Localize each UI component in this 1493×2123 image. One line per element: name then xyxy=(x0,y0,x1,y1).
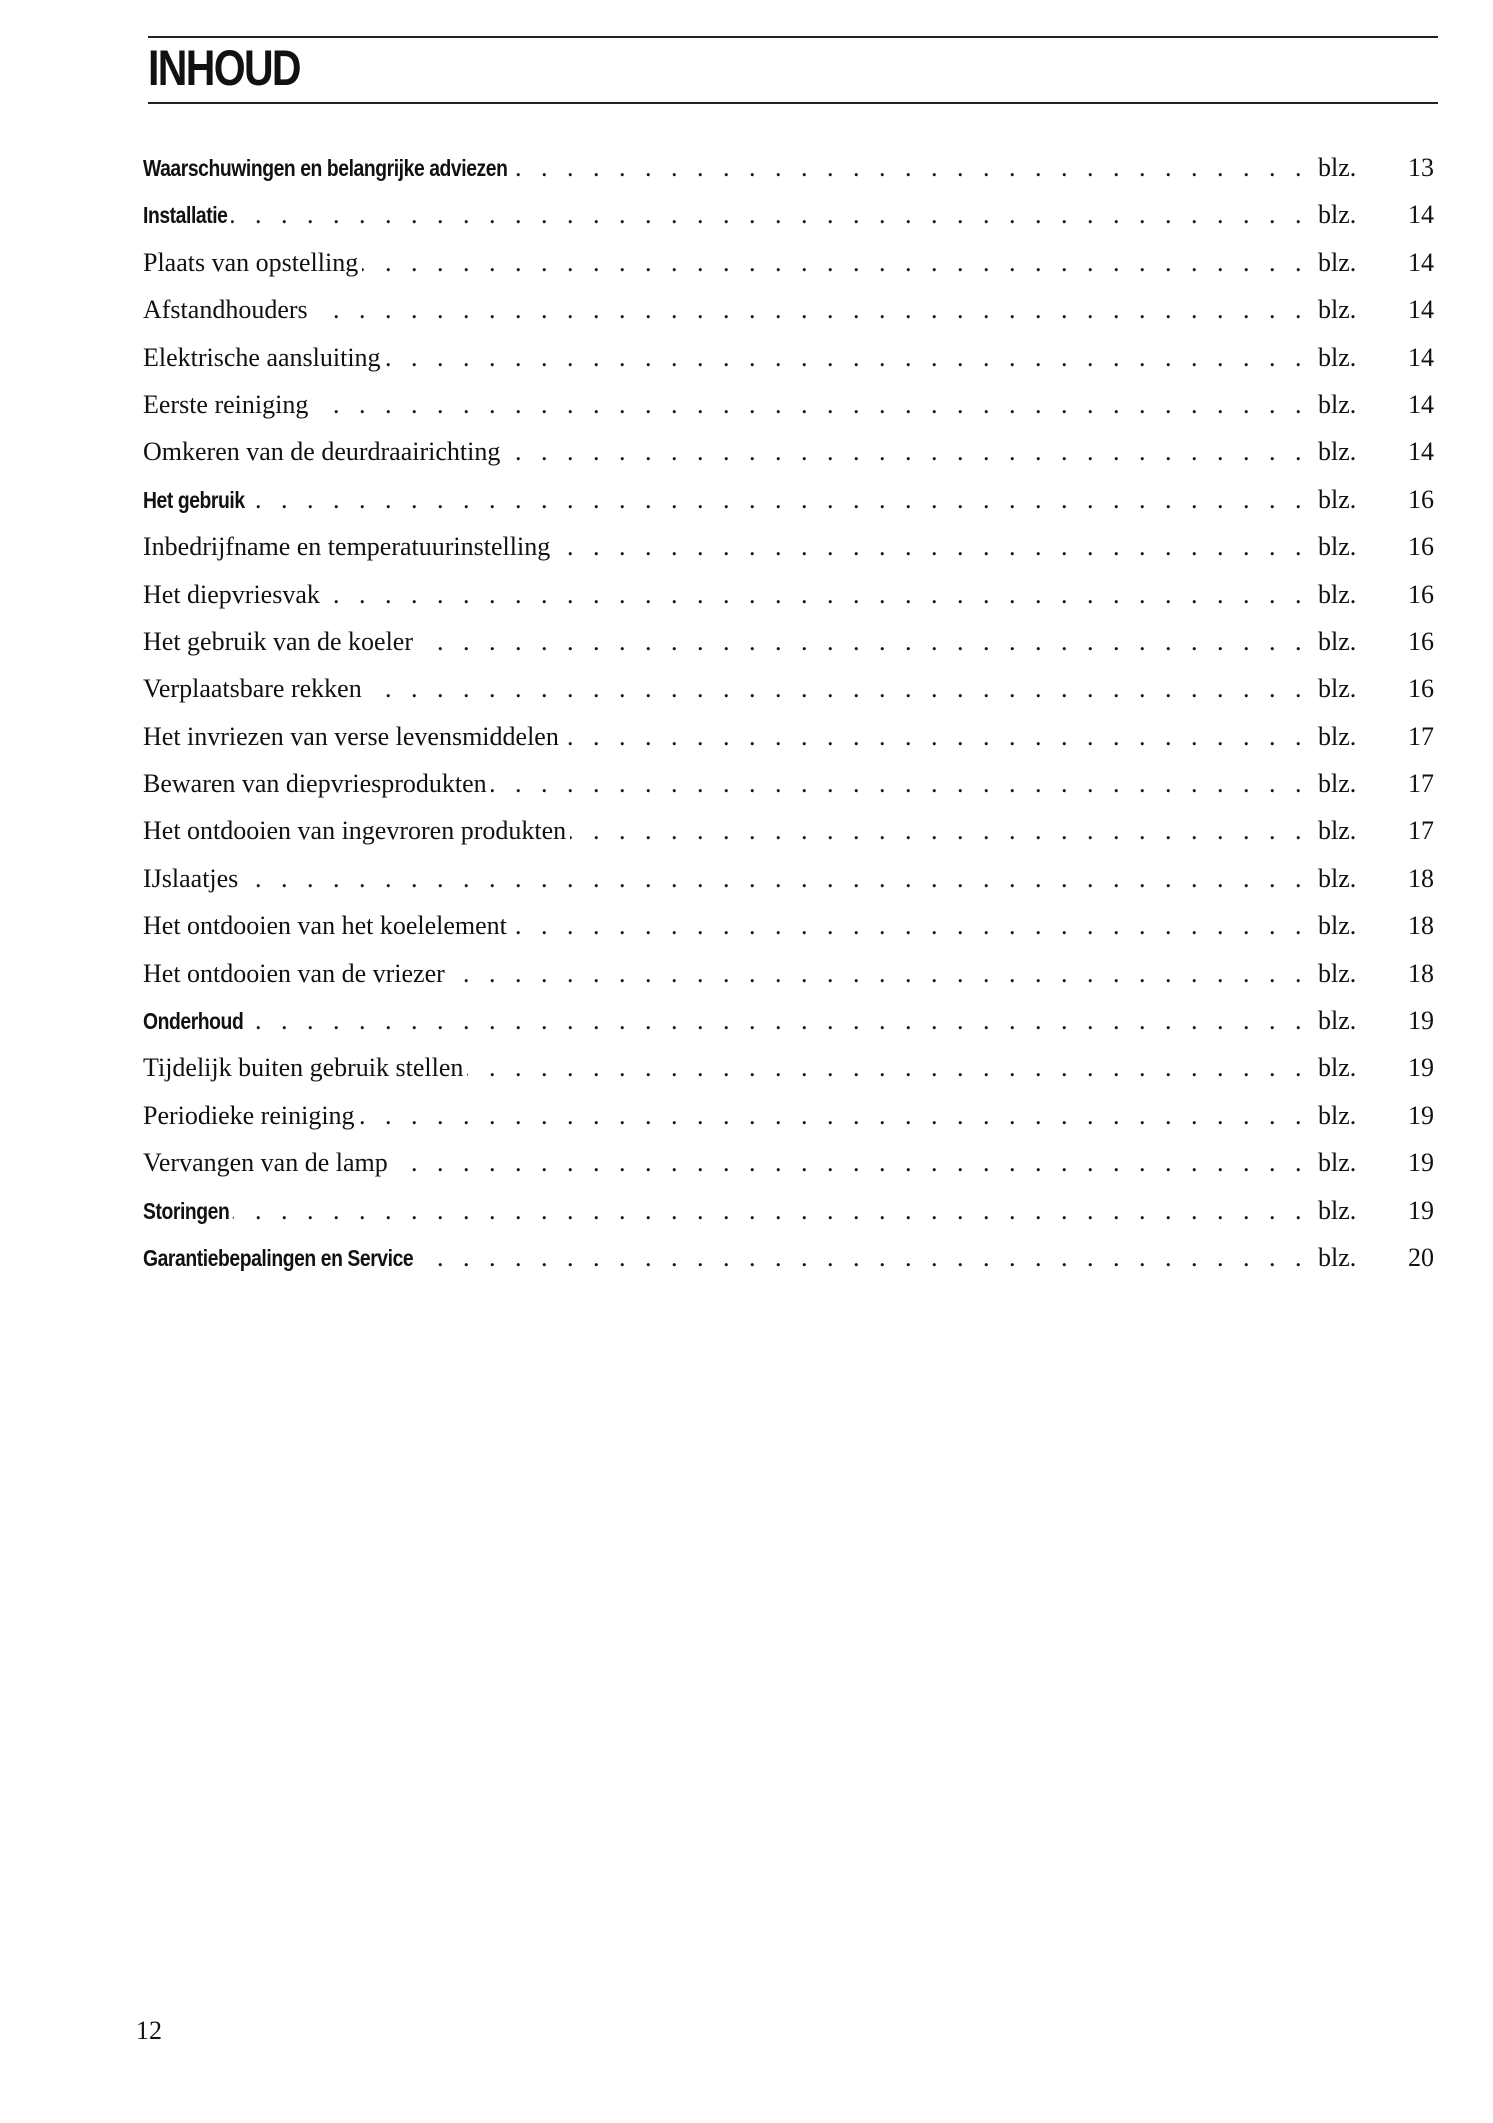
toc-page-prefix: blz. xyxy=(1318,911,1357,941)
toc-entry xyxy=(143,906,1308,946)
toc-row xyxy=(0,148,1493,195)
toc-page-prefix: blz. xyxy=(1318,247,1357,277)
toc-entry-label: Installatie xyxy=(143,195,231,235)
toc-page-prefix: blz. xyxy=(1318,674,1357,704)
toc-page-prefix: blz. xyxy=(1318,295,1357,325)
toc-entry xyxy=(143,1238,1308,1278)
toc-entry-label: Vervangen van de lamp xyxy=(143,1143,392,1183)
toc-entry xyxy=(143,1048,1308,1088)
toc-entry xyxy=(143,1096,1308,1136)
toc-entry-label: Het ontdooien van het koelelement xyxy=(143,906,511,946)
toc-row xyxy=(0,1048,1493,1095)
toc-entry xyxy=(143,195,1308,235)
toc-page-number: 17 xyxy=(1408,721,1434,751)
title-underline xyxy=(148,102,1438,104)
toc-page-prefix: blz. xyxy=(1318,484,1357,514)
toc-page-number: 20 xyxy=(1408,1242,1434,1272)
toc-row xyxy=(0,385,1493,432)
toc-entry-label: Het diepvriesvak xyxy=(143,575,324,615)
toc-page-number: 14 xyxy=(1408,200,1434,230)
toc-page-prefix: blz. xyxy=(1318,1195,1357,1225)
toc-entry-label: Het gebruik xyxy=(143,480,248,520)
toc-page-number: 16 xyxy=(1408,532,1434,562)
toc-page-prefix: blz. xyxy=(1318,958,1357,988)
toc-entry-label: Garantiebepalingen en Service xyxy=(143,1238,417,1278)
toc-page-number: 16 xyxy=(1408,579,1434,609)
top-rule xyxy=(148,36,1438,38)
toc-entry-label: Afstandhouders xyxy=(143,290,312,330)
toc-row xyxy=(0,717,1493,764)
toc-page-number: 19 xyxy=(1408,1195,1434,1225)
toc-page-number: 14 xyxy=(1408,437,1434,467)
toc-entry-label: Periodieke reiniging xyxy=(143,1096,359,1136)
toc-row xyxy=(0,622,1493,669)
table-of-contents xyxy=(0,148,1493,1285)
toc-page-prefix: blz. xyxy=(1318,626,1357,656)
toc-entry-label: Tijdelijk buiten gebruik stellen xyxy=(143,1048,467,1088)
toc-entry-label: Onderhoud xyxy=(143,1001,247,1041)
toc-page-prefix: blz. xyxy=(1318,769,1357,799)
toc-entry-label: Storingen xyxy=(143,1191,233,1231)
toc-entry-label: Waarschuwingen en belangrijke adviezen xyxy=(143,148,511,188)
toc-row xyxy=(0,954,1493,1001)
toc-entry xyxy=(143,148,1308,188)
toc-page-prefix: blz. xyxy=(1318,200,1357,230)
toc-entry xyxy=(143,811,1308,851)
toc-page-number: 17 xyxy=(1408,816,1434,846)
toc-row xyxy=(0,338,1493,385)
toc-entry-label: Bewaren van diepvriesprodukten xyxy=(143,764,491,804)
toc-entry xyxy=(143,527,1308,567)
toc-row xyxy=(0,811,1493,858)
toc-page-prefix: blz. xyxy=(1318,721,1357,751)
toc-page-number: 14 xyxy=(1408,247,1434,277)
toc-page-number: 18 xyxy=(1408,958,1434,988)
toc-row xyxy=(0,1238,1493,1285)
toc-page-prefix: blz. xyxy=(1318,579,1357,609)
toc-page-prefix: blz. xyxy=(1318,437,1357,467)
toc-entry xyxy=(143,1001,1308,1041)
toc-row xyxy=(0,859,1493,906)
toc-row xyxy=(0,290,1493,337)
toc-entry xyxy=(143,432,1308,472)
toc-page-number: 19 xyxy=(1408,1006,1434,1036)
toc-row xyxy=(0,1143,1493,1190)
toc-page-number: 14 xyxy=(1408,342,1434,372)
toc-page-prefix: blz. xyxy=(1318,863,1357,893)
toc-entry xyxy=(143,290,1308,330)
toc-row xyxy=(0,527,1493,574)
toc-row xyxy=(0,1191,1493,1238)
toc-entry-label: Elektrische aansluiting xyxy=(143,338,385,378)
toc-entry-label: Het gebruik van de koeler xyxy=(143,622,417,662)
toc-row xyxy=(0,1096,1493,1143)
toc-entry xyxy=(143,954,1308,994)
toc-page-prefix: blz. xyxy=(1318,153,1357,182)
toc-entry xyxy=(143,575,1308,615)
toc-entry-label: Inbedrijfname en temperatuurinstelling xyxy=(143,527,554,567)
toc-entry xyxy=(143,669,1308,709)
toc-page-prefix: blz. xyxy=(1318,342,1357,372)
toc-page-number: 19 xyxy=(1408,1100,1434,1130)
toc-page-prefix: blz. xyxy=(1318,1100,1357,1130)
toc-entry-label: Eerste reiniging xyxy=(143,385,312,425)
toc-row xyxy=(0,764,1493,811)
page-title: INHOUD xyxy=(148,40,300,96)
toc-page-prefix: blz. xyxy=(1318,532,1357,562)
toc-row xyxy=(0,1001,1493,1048)
toc-entry xyxy=(143,243,1308,283)
toc-entry-label: Het invriezen van verse levensmiddelen xyxy=(143,717,563,757)
toc-page-number: 14 xyxy=(1408,295,1434,325)
toc-row xyxy=(0,575,1493,622)
toc-entry xyxy=(143,859,1308,899)
toc-row xyxy=(0,480,1493,527)
toc-entry-label: Het ontdooien van ingevroren produkten xyxy=(143,811,570,851)
toc-entry xyxy=(143,480,1308,520)
toc-page-number: 19 xyxy=(1408,1148,1434,1178)
toc-page-prefix: blz. xyxy=(1318,816,1357,846)
toc-row xyxy=(0,906,1493,953)
toc-entry-label: Het ontdooien van de vriezer xyxy=(143,954,449,994)
toc-page-number: 16 xyxy=(1408,626,1434,656)
toc-entry xyxy=(143,1143,1308,1183)
toc-row xyxy=(0,195,1493,242)
toc-page-number: 16 xyxy=(1408,674,1434,704)
toc-row xyxy=(0,432,1493,479)
toc-entry-label: Plaats van opstelling xyxy=(143,243,362,283)
toc-page-number: 17 xyxy=(1408,769,1434,799)
toc-page-number: 16 xyxy=(1408,484,1434,514)
toc-page-number: 18 xyxy=(1408,863,1434,893)
toc-entry xyxy=(143,385,1308,425)
toc-page-number: 19 xyxy=(1408,1053,1434,1083)
toc-page-prefix: blz. xyxy=(1318,389,1357,419)
toc-page-number: 18 xyxy=(1408,911,1434,941)
toc-entry-label: Omkeren van de deurdraairichting xyxy=(143,432,504,472)
toc-entry xyxy=(143,338,1308,378)
toc-entry-label: IJslaatjes xyxy=(143,859,242,899)
toc-page-prefix: blz. xyxy=(1318,1242,1357,1272)
toc-page-number: 13 xyxy=(1408,153,1434,182)
toc-row xyxy=(0,669,1493,716)
toc-entry xyxy=(143,764,1308,804)
toc-entry xyxy=(143,717,1308,757)
toc-entry xyxy=(143,622,1308,662)
toc-page-prefix: blz. xyxy=(1318,1053,1357,1083)
toc-row xyxy=(0,243,1493,290)
toc-page-prefix: blz. xyxy=(1318,1006,1357,1036)
toc-page-number: 14 xyxy=(1408,389,1434,419)
toc-entry xyxy=(143,1191,1308,1231)
toc-page-prefix: blz. xyxy=(1318,1148,1357,1178)
page-number: 12 xyxy=(136,2016,162,2045)
toc-entry-label: Verplaatsbare rekken xyxy=(143,669,366,709)
